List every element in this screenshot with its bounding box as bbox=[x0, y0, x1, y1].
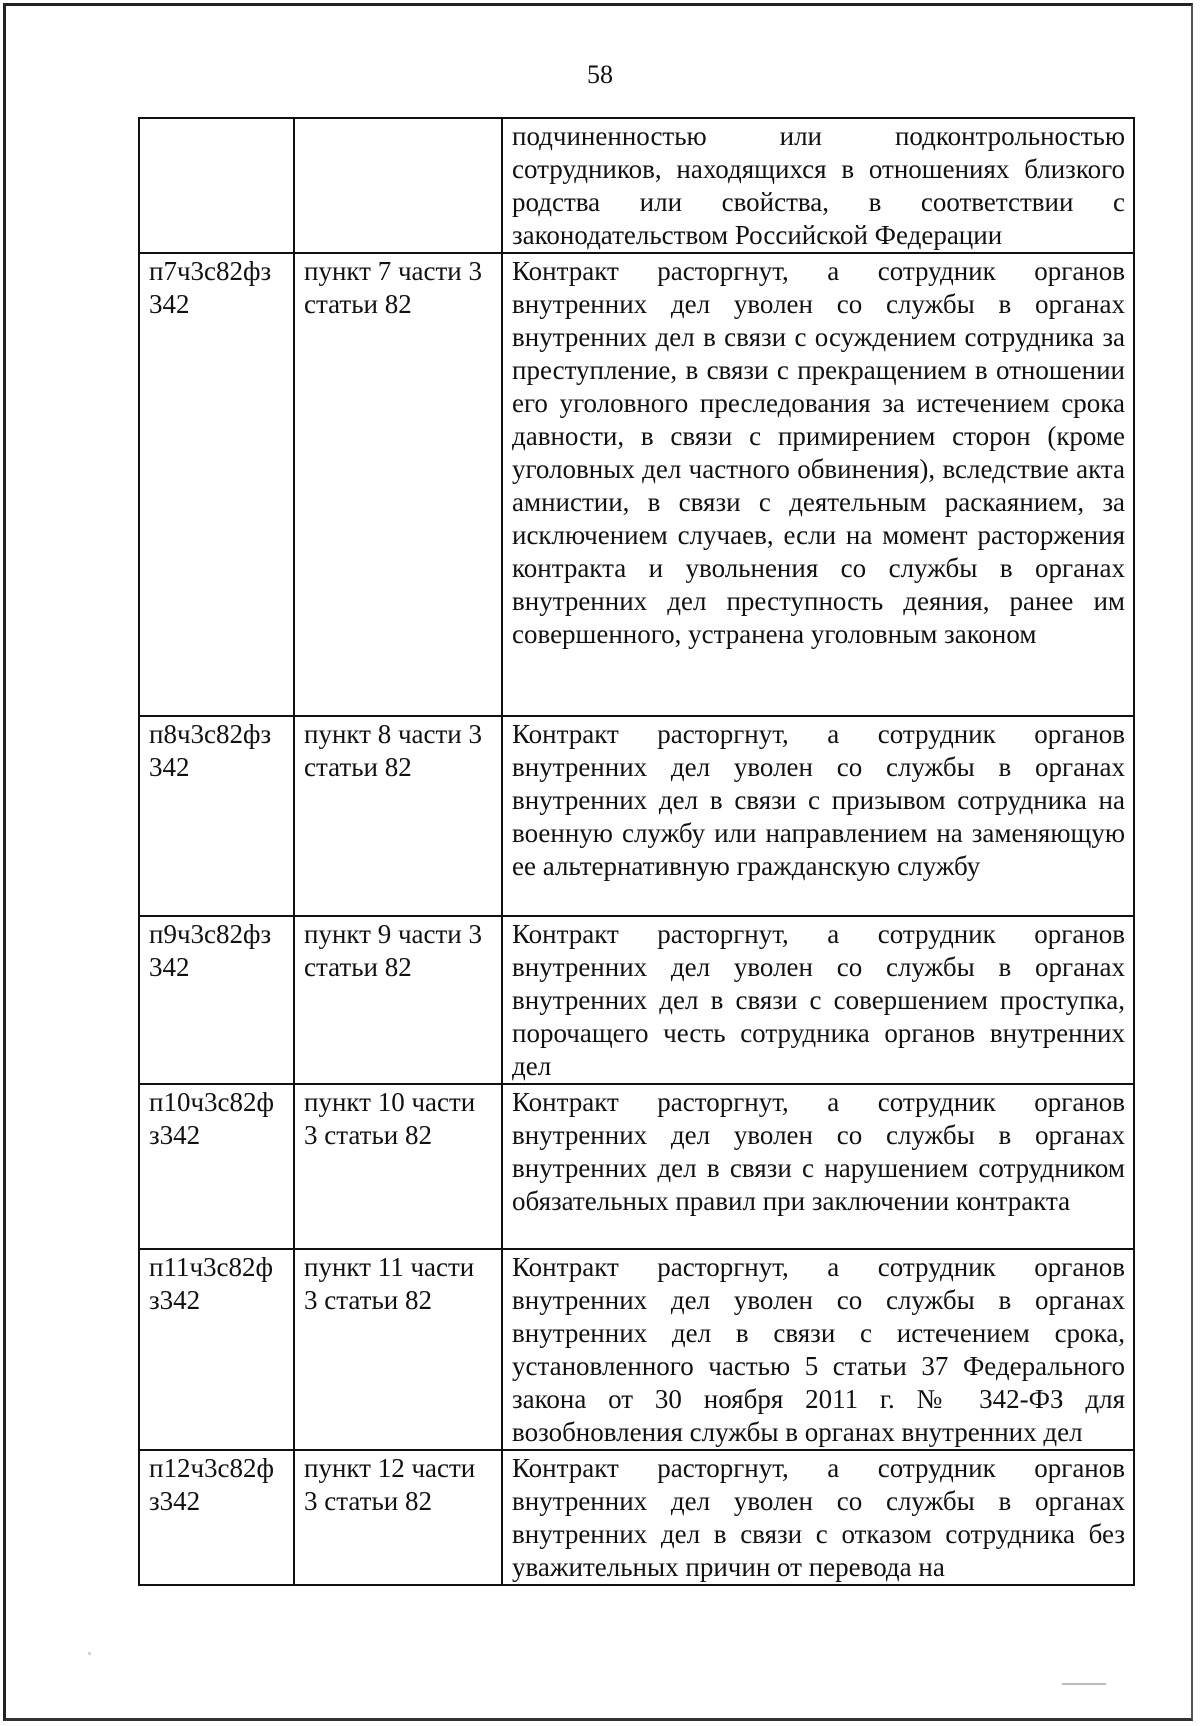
row-code: п12ч3с82ф з342 bbox=[139, 1450, 294, 1585]
row-code: п7ч3с82фз 342 bbox=[139, 253, 294, 716]
page-number: 58 bbox=[587, 60, 613, 89]
table-row bbox=[139, 1249, 1134, 1450]
row-code: п11ч3с82ф з342 bbox=[139, 1249, 294, 1450]
table-row bbox=[139, 916, 1134, 1084]
row-description: подчиненностью или подконтрольностью сотрудников, находящихся в отношениях близкого родства или свойства, в соответствии с законодательством Российской Федерации bbox=[502, 118, 1134, 253]
document-table bbox=[138, 117, 1135, 1586]
row-description: Контракт расторгнут, а сотрудник органов внутренних дел уволен со службы в органах внутренних дел в связи с истечением срока, установленного частью 5 статьи 37 Федерального закона от 30 ноября 2011 г. № 342-ФЗ для возобновления службы в органах внутренних дел bbox=[502, 1249, 1134, 1450]
row-description: Контракт расторгнут, а сотрудник органов внутренних дел уволен со службы в органах внутренних дел в связи с призывом сотрудника на военную службу или направлением на заменяющую ее альтернативную гражданскую службу bbox=[502, 716, 1134, 916]
row-reference: пункт 8 части 3 статьи 82 bbox=[294, 716, 502, 916]
row-description: Контракт расторгнут, а сотрудник органов внутренних дел уволен со службы в органах внутренних дел в связи с нарушением сотрудником обязательных правил при заключении контракта bbox=[502, 1084, 1134, 1249]
row-reference bbox=[294, 118, 502, 253]
row-description: Контракт расторгнут, а сотрудник органов внутренних дел уволен со службы в органах внутренних дел в связи с осуждением сотрудника за преступление, в связи с прекращением в отношении его уголовного преследования за истечением срока давности, в связи с примирением сторон (кроме уголовных дел частного обвинения), вследствие акта амнистии, в связи с деятельным раскаянием, за исключением случаев, если на момент расторжения контракта и увольнения со службы в органах внутренних дел преступность деяния, ранее им совершенного, устранена уголовным законом bbox=[502, 253, 1134, 716]
row-description: Контракт расторгнут, а сотрудник органов внутренних дел уволен со службы в органах внутренних дел в связи с совершением проступка, порочащего честь сотрудника органов внутренних дел bbox=[502, 916, 1134, 1084]
row-code: п8ч3с82фз 342 bbox=[139, 716, 294, 916]
row-reference: пункт 7 части 3 статьи 82 bbox=[294, 253, 502, 716]
scan-speck bbox=[88, 1652, 91, 1655]
row-reference: пункт 11 части 3 статьи 82 bbox=[294, 1249, 502, 1450]
row-code: п9ч3с82фз 342 bbox=[139, 916, 294, 1084]
table-row bbox=[139, 253, 1134, 716]
row-reference: пункт 10 части 3 статьи 82 bbox=[294, 1084, 502, 1249]
row-description: Контракт расторгнут, а сотрудник органов внутренних дел уволен со службы в органах внутренних дел в связи с отказом сотрудника без уважительных причин от перевода на bbox=[502, 1450, 1134, 1585]
table-row bbox=[139, 118, 1134, 253]
row-reference: пункт 12 части 3 статьи 82 bbox=[294, 1450, 502, 1585]
scan-mark bbox=[1062, 1683, 1106, 1685]
row-code: п10ч3с82ф з342 bbox=[139, 1084, 294, 1249]
row-reference: пункт 9 части 3 статьи 82 bbox=[294, 916, 502, 1084]
row-code bbox=[139, 118, 294, 253]
table-row bbox=[139, 1450, 1134, 1585]
table-row bbox=[139, 1084, 1134, 1249]
table-row bbox=[139, 716, 1134, 916]
